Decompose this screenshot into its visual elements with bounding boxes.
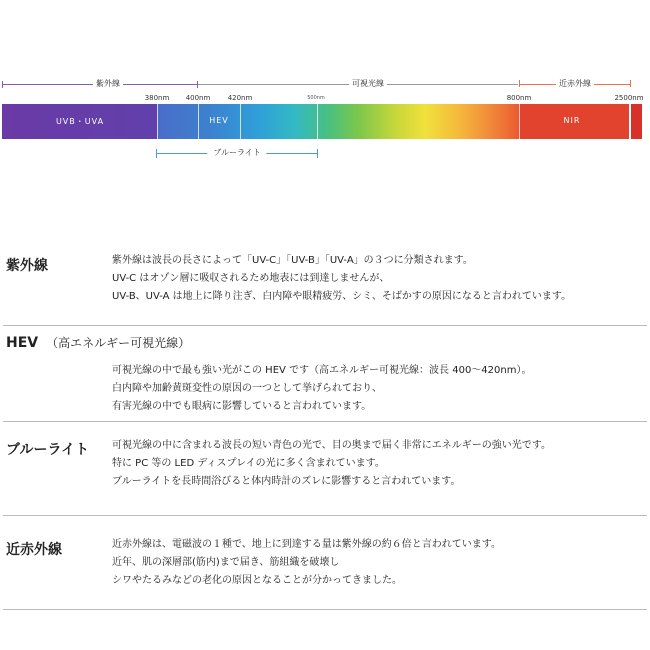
section-heading-text: 紫外線 bbox=[6, 258, 48, 274]
wavelength-2500: 2500nm bbox=[614, 94, 644, 102]
section-heading bbox=[6, 439, 89, 459]
section-line: 有害光線の中でも眼病に影響していると言われています。 bbox=[112, 401, 372, 412]
section-line: UV-C はオゾン層に吸収されるため地表には到達しませんが、 bbox=[112, 273, 390, 284]
wavelength-800: 800nm bbox=[506, 94, 532, 102]
section-body bbox=[112, 536, 647, 590]
section-body bbox=[112, 362, 647, 416]
wavelength-500: 500nm bbox=[307, 95, 325, 101]
uv-range-label: 紫外線 bbox=[93, 78, 123, 89]
section-heading-text: ブルーライト bbox=[6, 442, 90, 458]
bluelight-cap-right bbox=[317, 149, 318, 158]
section-heading bbox=[6, 334, 190, 351]
nir-bar-label: NIR bbox=[563, 116, 581, 125]
bluelight-label: ブルーライト bbox=[207, 147, 266, 158]
section-line: UV-B、UV-A は地上に降り注ぎ、白内障や眼精疲労、シミ、そばかすの原因になると言われています。 bbox=[112, 291, 572, 302]
tick-400 bbox=[198, 104, 199, 139]
section-line: ブルーライトを長時間浴びると体内時計のズレに影響すると言われています。 bbox=[112, 476, 461, 487]
section-subheading: （高エネルギー可視光線） bbox=[46, 336, 191, 350]
section-divider bbox=[3, 515, 647, 516]
section-heading-text: 近赤外線 bbox=[6, 542, 62, 558]
section-line: 可視光線の中で最も強い光がこの HEV です（高エネルギー可視光線：波長 400～420nm）。 bbox=[112, 365, 532, 376]
section-line: シワやたるみなどの老化の原因となることが分かってきました。 bbox=[112, 575, 402, 586]
section-divider bbox=[3, 325, 647, 326]
uv-bar-label: UVB・UVA bbox=[55, 117, 105, 126]
tick-2500 bbox=[629, 104, 630, 139]
section-body bbox=[112, 252, 647, 306]
wavelength-380: 380nm bbox=[144, 94, 170, 102]
nir-range-cap-left bbox=[519, 80, 520, 87]
section-line: 近赤外線は、電磁波の１種で、地上に到達する量は紫外線の約６倍と言われています。 bbox=[112, 539, 501, 550]
spectrum-bar bbox=[2, 104, 642, 139]
spectrum-diagram bbox=[0, 0, 650, 170]
section-body bbox=[112, 437, 647, 491]
section-heading-text: HEV bbox=[6, 335, 39, 351]
section-line: 紫外線は波長の長さによって「UV-C」「UV-B」「UV-A」の３つに分類されます。 bbox=[112, 255, 473, 266]
tick-500 bbox=[317, 104, 318, 139]
section-heading bbox=[6, 539, 62, 559]
tick-380 bbox=[157, 104, 158, 139]
section-line: 可視光線の中に含まれる波長の短い青色の光で、目の奥まで届く非常にエネルギーの強い光です。 bbox=[112, 440, 551, 451]
uv-range-cap-left bbox=[2, 81, 3, 88]
section-divider bbox=[3, 421, 647, 422]
bluelight-bracket bbox=[156, 147, 318, 161]
section-heading bbox=[6, 255, 48, 275]
wavelength-400: 400nm bbox=[185, 94, 211, 102]
nir-range-cap-right bbox=[630, 80, 631, 87]
hev-bar-label: HEV bbox=[209, 116, 229, 125]
far-ir-segment bbox=[631, 104, 642, 139]
section-line: 近年、肌の深層部(筋内)まで届き、筋組織を破壊し bbox=[112, 557, 340, 568]
section-divider bbox=[3, 609, 647, 610]
bluelight-cap-left bbox=[156, 149, 157, 158]
tick-800 bbox=[519, 104, 520, 139]
visible-range-label: 可視光線 bbox=[349, 78, 387, 89]
section-line: 白内障や加齢黄斑変性の原因の一つとして挙げられており、 bbox=[112, 383, 382, 394]
wavelength-420: 420nm bbox=[227, 94, 253, 102]
section-line: 特に PC 等の LED ディスプレイの光に多く含まれています。 bbox=[112, 458, 385, 469]
tick-420 bbox=[240, 104, 241, 139]
nir-range-label: 近赤外線 bbox=[556, 78, 594, 89]
